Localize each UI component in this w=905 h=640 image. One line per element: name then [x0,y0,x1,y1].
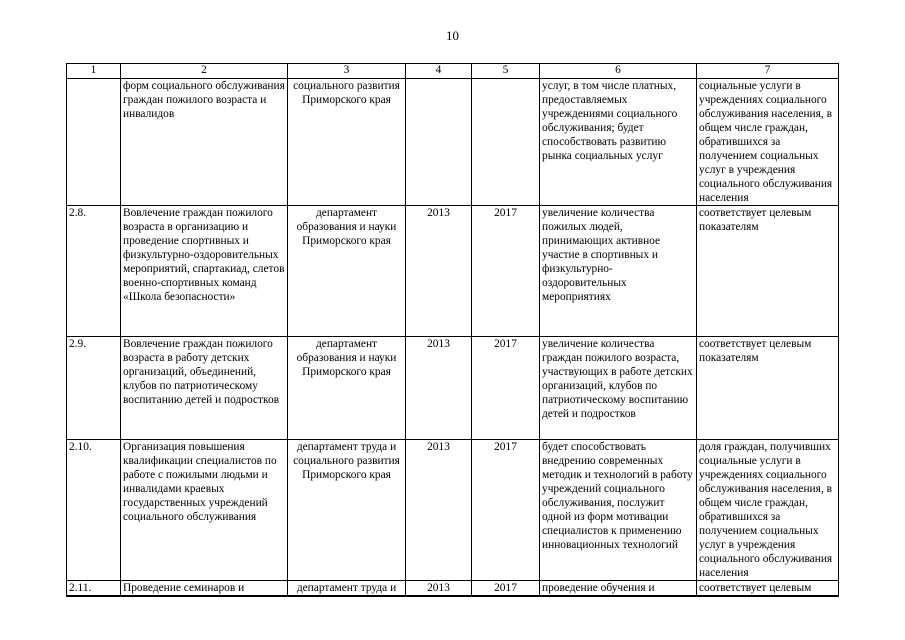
cell-indicator: социальные услуги в учреждениях социального обслуживания населения, в общем числе граждан, обратившихся за получением социальных услуг в учреждения социального обслуживания населения [697,79,839,206]
cell-executor: департамент образования и науки Приморского края [288,206,406,337]
table-row [67,440,839,581]
page-number: 10 [446,28,459,43]
cell-indicator: соответствует целевым [697,581,839,597]
cell-number: 2.11. [67,581,121,597]
cell-measure-name: Организация повышения квалификации специалистов по работе с пожилыми людьми и инвалидами краевых государственных учреждений социального обслуживания [121,440,288,581]
cell-start-year: 2013 [406,581,472,597]
column-header: 3 [288,64,406,79]
cell-number: 2.8. [67,206,121,337]
column-header: 1 [67,64,121,79]
column-header: 6 [540,64,697,79]
column-header: 2 [121,64,288,79]
cell-expected-result: увеличение количества граждан пожилого возраста, участвующих в работе детских организаций, клубов по патриотическому воспитанию детей и подростков [540,337,697,440]
cell-measure-name: Вовлечение граждан пожилого возраста в работу детских организаций, объединений, клубов по патриотическому воспитанию детей и подростков [121,337,288,440]
cell-end-year: 2017 [472,440,540,581]
cell-end-year: 2017 [472,581,540,597]
table-row [67,206,839,337]
column-header: 4 [406,64,472,79]
cell-number: 2.10. [67,440,121,581]
cell-start-year: 2013 [406,206,472,337]
cell-executor: социального развития Приморского края [288,79,406,206]
cell-executor: департамент труда и [288,581,406,597]
cell-end-year: 2017 [472,206,540,337]
cell-executor: департамент образования и науки Приморского края [288,337,406,440]
cell-indicator: соответствует целевым показателям [697,337,839,440]
cell-start-year: 2013 [406,440,472,581]
cell-start-year [406,79,472,206]
cell-expected-result: проведение обучения и [540,581,697,597]
table-row [67,337,839,440]
cell-end-year [472,79,540,206]
cell-expected-result: увеличение количества пожилых людей, принимающих активное участие в спортивных и физкультурно-оздоровительных мероприятиях [540,206,697,337]
table-row [67,581,839,597]
table-header-row [67,64,839,79]
cell-number: 2.9. [67,337,121,440]
table-row [67,79,839,206]
cell-executor: департамент труда и социального развития Приморского края [288,440,406,581]
cell-number [67,79,121,206]
cell-measure-name: Вовлечение граждан пожилого возраста в организацию и проведение спортивных и физкультурно-оздоровительных мероприятий, спартакиад, слетов военно-спортивных команд «Школа безопасности» [121,206,288,337]
column-header: 7 [697,64,839,79]
cell-end-year: 2017 [472,337,540,440]
column-header: 5 [472,64,540,79]
cell-expected-result: будет способствовать внедрению современных методик и технологий в работу учреждений социального обслуживания, послужит одной из форм мотивации специалистов к применению инновационных технологий [540,440,697,581]
program-measures-table [66,63,839,597]
cell-measure-name: Проведение семинаров и [121,581,288,597]
cell-measure-name: форм социального обслуживания граждан пожилого возраста и инвалидов [121,79,288,206]
cell-indicator: соответствует целевым показателям [697,206,839,337]
cell-expected-result: услуг, в том числе платных, предоставляемых учреждениями социального обслуживания; будет способствовать развитию рынка социальных услуг [540,79,697,206]
cell-indicator: доля граждан, получивших социальные услуги в учреждениях социального обслуживания населения, в общем числе граждан, обратившихся за получением социальных услуг в учреждения социального обслуживания населения [697,440,839,581]
cell-start-year: 2013 [406,337,472,440]
